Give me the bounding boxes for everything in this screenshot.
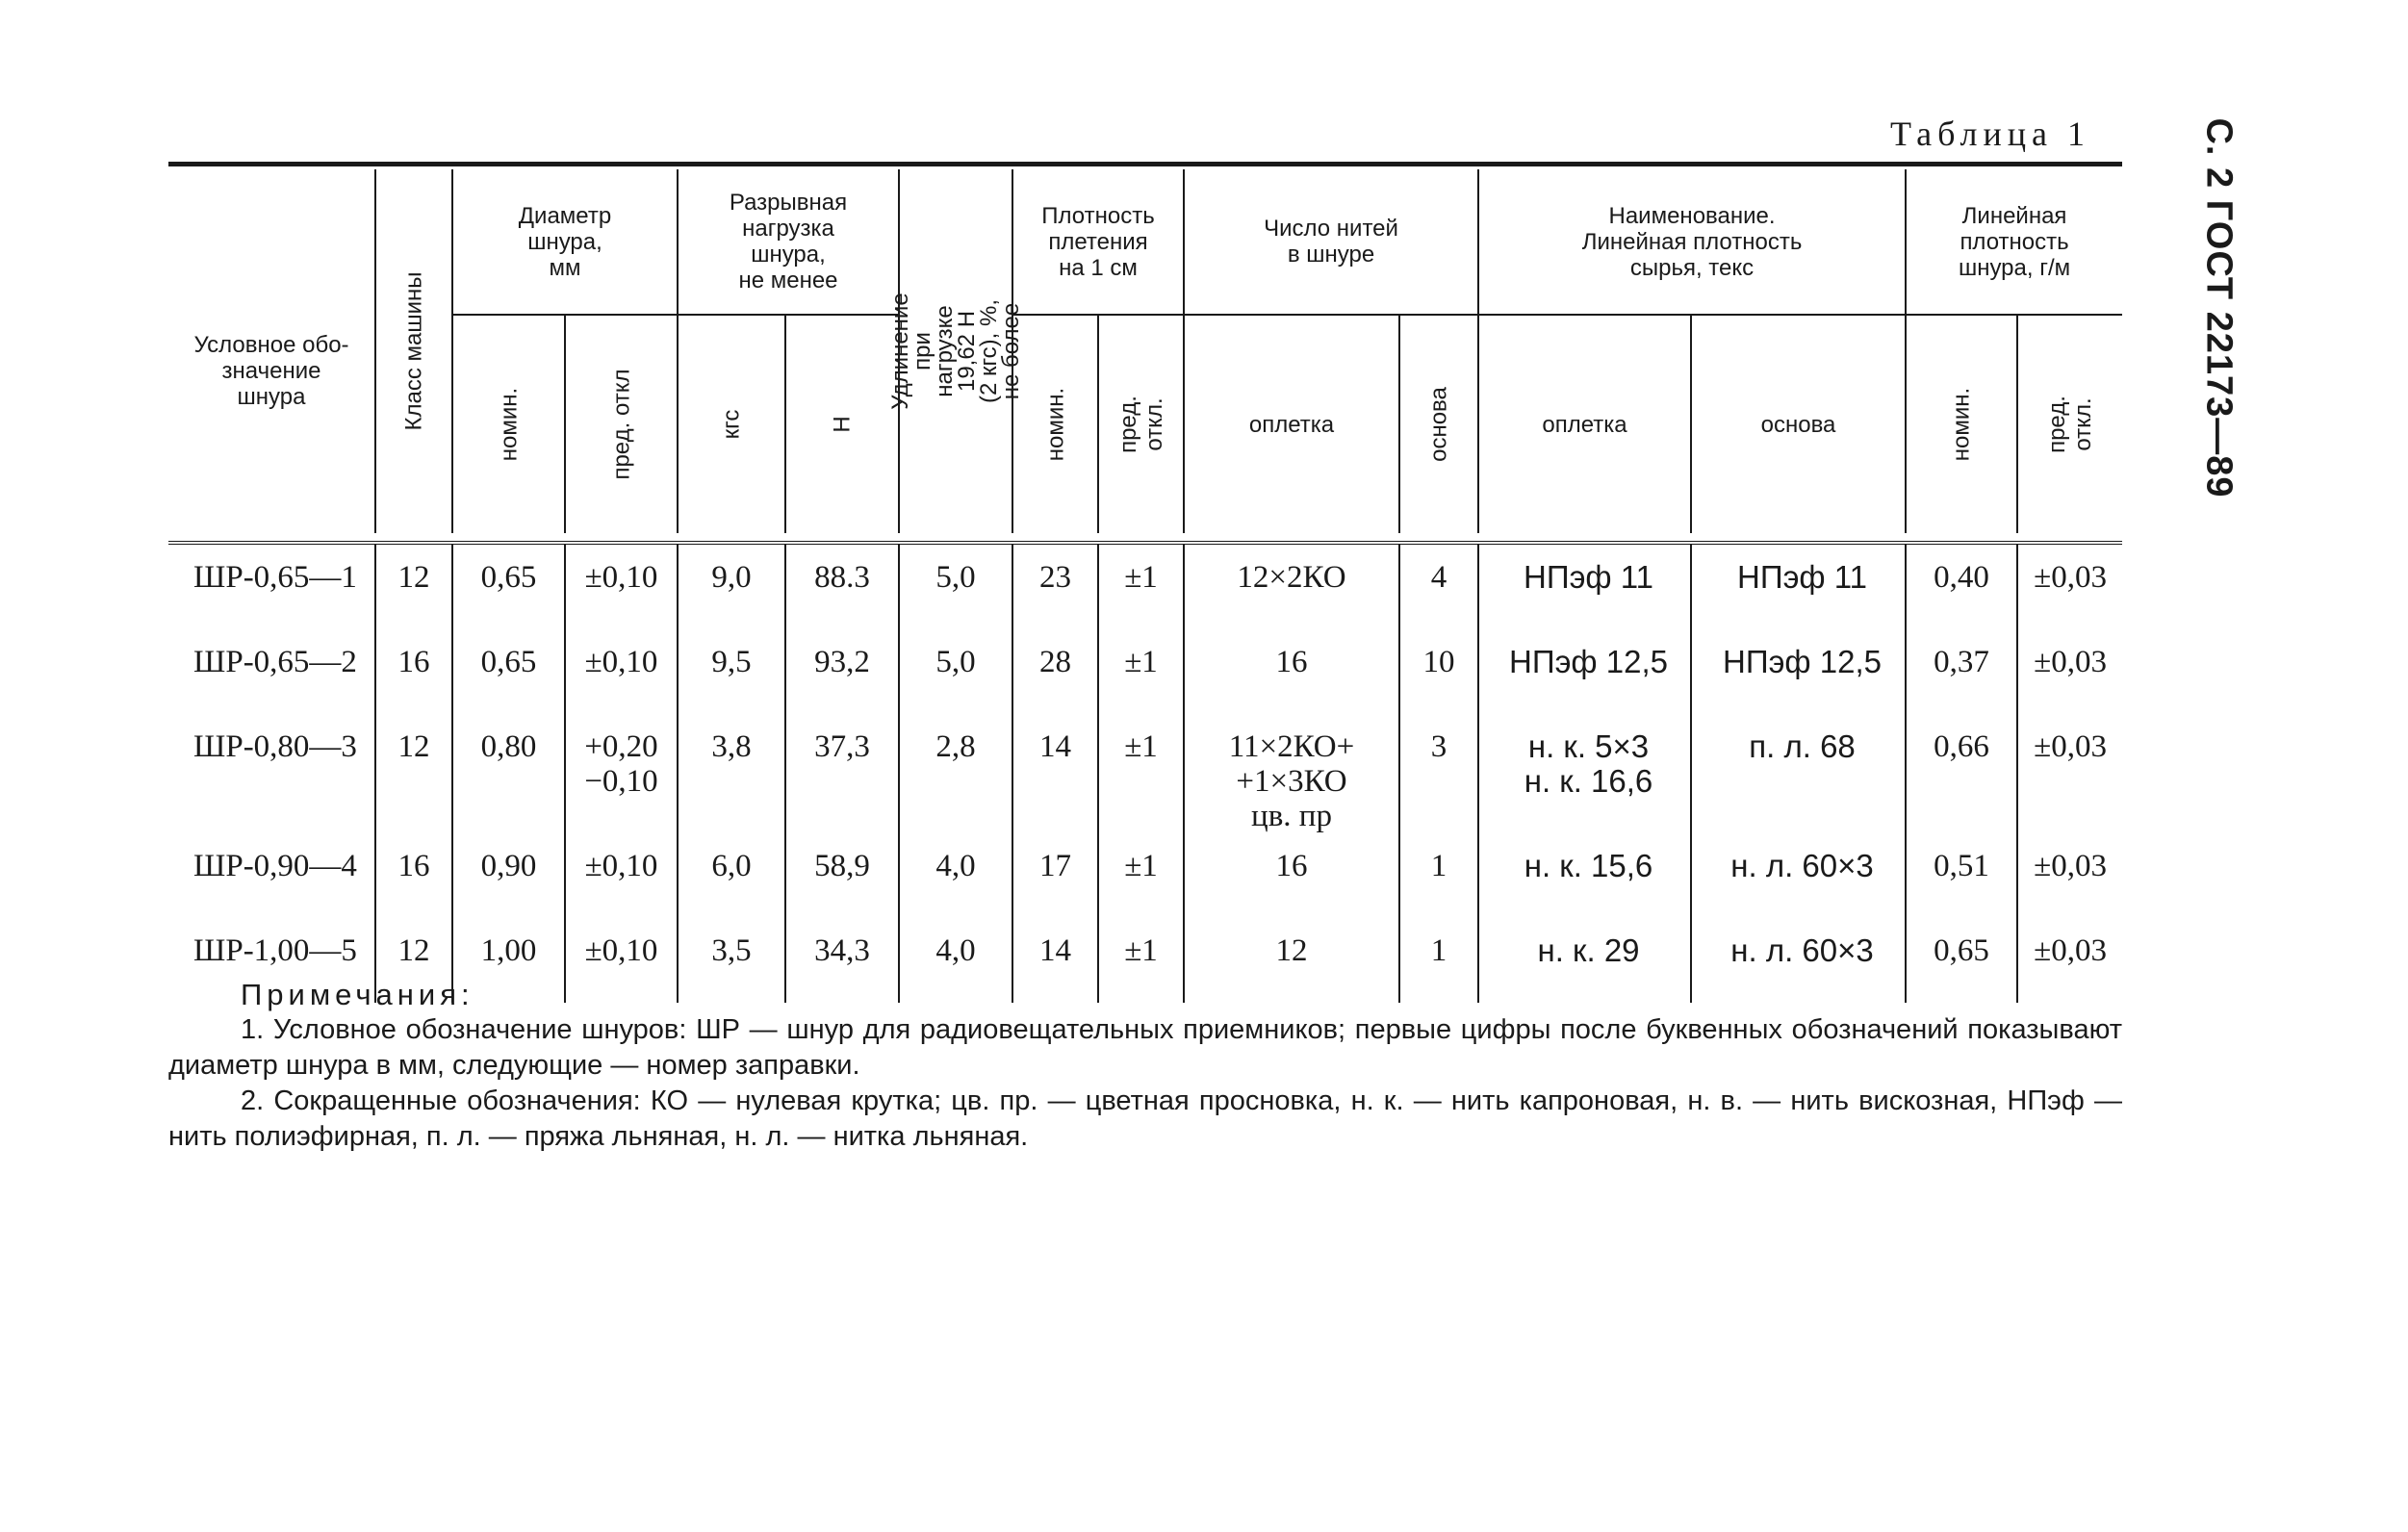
cell-m_base: НПэф 12,5 xyxy=(1691,629,1906,714)
cell-code: ШР-0,90—4 xyxy=(193,849,357,883)
header-machine-class: Класс машины xyxy=(375,169,452,533)
cell-l_dev: ±0,03 xyxy=(2017,833,2122,918)
cell-t_braid: 11×2КО+ +1×3КО цв. пр xyxy=(1184,714,1399,833)
cell-elong: 4,0 xyxy=(899,918,1012,1003)
cell-p_nom: 14 xyxy=(1012,918,1098,1003)
cell-elong: 2,8 xyxy=(899,714,1012,833)
cell-d_nom: 0,90 xyxy=(452,833,565,918)
note-2: 2. Сокращенные обозначения: КО — нулевая крутка; цв. пр. — цветная просновка, н. к. — нить капроновая, н. в. — нить вискозная, НПэф — нить полиэфирная, п. л. — пряжа льняная, н. л. — нитка льняная. xyxy=(168,1085,2122,1152)
cell-l_dev: ±0,03 xyxy=(2017,543,2122,629)
header-material-base: основа xyxy=(1691,315,1906,533)
cell-elong: 5,0 xyxy=(899,543,1012,629)
cell-d_dev: ±0,10 xyxy=(565,543,678,629)
cell-p_nom: 14 xyxy=(1012,714,1098,833)
top-rule xyxy=(168,162,2122,166)
cell-code: ШР-0,80—3 xyxy=(193,729,357,764)
gost-page-number: С. 2 ГОСТ 22173—89 xyxy=(2198,117,2240,498)
cell-d_nom: 1,00 xyxy=(452,918,565,1003)
table-row xyxy=(168,629,2122,714)
cell-kgs: 3,8 xyxy=(678,714,785,833)
note-1: 1. Условное обозначение шнуров: ШР — шнур для радиовещательных приемников; первые цифры после буквенных обозначений показывают диаметр шнура в мм, следующие — номер заправки. xyxy=(168,1014,2122,1081)
cell-n: 58,9 xyxy=(785,833,899,918)
cell-p_dev: ±1 xyxy=(1098,629,1184,714)
header-load-kgs: кгс xyxy=(678,315,785,533)
cell-kgs: 9,0 xyxy=(678,543,785,629)
cell-m_braid: НПэф 11 xyxy=(1478,543,1691,629)
header-diam-dev: пред. откл xyxy=(565,315,678,533)
cell-d_nom: 0,80 xyxy=(452,714,565,833)
header-lin-dev: пред. откл. xyxy=(2017,315,2122,533)
header-diam-nom: номин. xyxy=(452,315,565,533)
cell-l_nom: 0,65 xyxy=(1906,918,2017,1003)
notes-title: Примечания: xyxy=(241,978,474,1011)
cell-cls: 12 xyxy=(375,543,452,629)
cell-l_nom: 0,51 xyxy=(1906,833,2017,918)
cell-p_dev: ±1 xyxy=(1098,833,1184,918)
cell-l_nom: 0,37 xyxy=(1906,629,2017,714)
header-density: Плотность плетения на 1 см xyxy=(1012,169,1184,315)
cell-t_braid: 12×2КО xyxy=(1184,543,1399,629)
table-row xyxy=(168,833,2122,918)
cell-cls: 12 xyxy=(375,714,452,833)
cell-code: ШР-0,65—2 xyxy=(193,645,357,679)
cell-m_braid: н. к. 15,6 xyxy=(1478,833,1691,918)
cell-d_dev: ±0,10 xyxy=(565,918,678,1003)
cell-m_base: н. л. 60×3 xyxy=(1691,918,1906,1003)
header-lin-nom: номин. xyxy=(1906,315,2017,533)
data-table xyxy=(168,169,2122,1003)
header-threads-base: основа xyxy=(1399,315,1478,533)
header-designation: Условное обо- значение шнура xyxy=(193,331,349,410)
header-diameter: Диаметр шнура, мм xyxy=(452,169,678,315)
cell-p_nom: 23 xyxy=(1012,543,1098,629)
cell-l_dev: ±0,03 xyxy=(2017,629,2122,714)
cell-m_base: п. л. 68 xyxy=(1691,714,1906,833)
cell-m_braid: н. к. 5×3 н. к. 16,6 xyxy=(1478,714,1691,833)
cell-m_base: н. л. 60×3 xyxy=(1691,833,1906,918)
cell-d_nom: 0,65 xyxy=(452,543,565,629)
cell-cls: 16 xyxy=(375,833,452,918)
header-threads-braid: оплетка xyxy=(1184,315,1399,533)
cell-n: 88.3 xyxy=(785,543,899,629)
cell-p_nom: 28 xyxy=(1012,629,1098,714)
cell-t_base: 1 xyxy=(1399,918,1478,1003)
cell-l_nom: 0,66 xyxy=(1906,714,2017,833)
table-row xyxy=(168,543,2122,629)
cell-n: 37,3 xyxy=(785,714,899,833)
cell-p_nom: 17 xyxy=(1012,833,1098,918)
cell-p_dev: ±1 xyxy=(1098,714,1184,833)
cell-d_dev: +0,20 −0,10 xyxy=(565,714,678,833)
cell-cls: 12 xyxy=(375,918,452,1003)
header-dens-nom: номин. xyxy=(1012,315,1098,533)
header-elongation: Удлинение при нагрузке 19,62 Н (2 кгс), %, не более xyxy=(899,169,1012,533)
cell-t_base: 4 xyxy=(1399,543,1478,629)
cell-l_dev: ±0,03 xyxy=(2017,918,2122,1003)
cell-m_base: НПэф 11 xyxy=(1691,543,1906,629)
page-side-label xyxy=(2190,117,2247,498)
header-threads: Число нитей в шнуре xyxy=(1184,169,1478,315)
cell-n: 93,2 xyxy=(785,629,899,714)
cell-d_dev: ±0,10 xyxy=(565,629,678,714)
cell-d_nom: 0,65 xyxy=(452,629,565,714)
header-load-n: Н xyxy=(785,315,899,533)
notes xyxy=(168,977,2122,1155)
cell-t_braid: 16 xyxy=(1184,629,1399,714)
cell-elong: 4,0 xyxy=(899,833,1012,918)
cell-t_braid: 16 xyxy=(1184,833,1399,918)
cell-l_nom: 0,40 xyxy=(1906,543,2017,629)
table-row xyxy=(168,714,2122,833)
header-linear-density: Линейная плотность шнура, г/м xyxy=(1906,169,2122,315)
cell-n: 34,3 xyxy=(785,918,899,1003)
cell-elong: 5,0 xyxy=(899,629,1012,714)
cell-m_braid: н. к. 29 xyxy=(1478,918,1691,1003)
cell-cls: 16 xyxy=(375,629,452,714)
cell-kgs: 9,5 xyxy=(678,629,785,714)
cell-p_dev: ±1 xyxy=(1098,918,1184,1003)
header-dens-dev: пред. откл. xyxy=(1098,315,1184,533)
header-breaking-load: Разрывная нагрузка шнура, не менее xyxy=(678,169,899,315)
cell-t_base: 3 xyxy=(1399,714,1478,833)
cell-t_base: 10 xyxy=(1399,629,1478,714)
cell-code: ШР-0,65—1 xyxy=(193,560,357,595)
cell-code: ШР-1,00—5 xyxy=(193,933,357,968)
header-material: Наименование. Линейная плотность сырья, текс xyxy=(1478,169,1906,315)
cell-kgs: 6,0 xyxy=(678,833,785,918)
header-material-braid: оплетка xyxy=(1478,315,1691,533)
table-title: Таблица 1 xyxy=(1890,115,2090,153)
cell-t_base: 1 xyxy=(1399,833,1478,918)
cell-p_dev: ±1 xyxy=(1098,543,1184,629)
cell-t_braid: 12 xyxy=(1184,918,1399,1003)
cell-l_dev: ±0,03 xyxy=(2017,714,2122,833)
cell-d_dev: ±0,10 xyxy=(565,833,678,918)
cell-kgs: 3,5 xyxy=(678,918,785,1003)
cell-m_braid: НПэф 12,5 xyxy=(1478,629,1691,714)
